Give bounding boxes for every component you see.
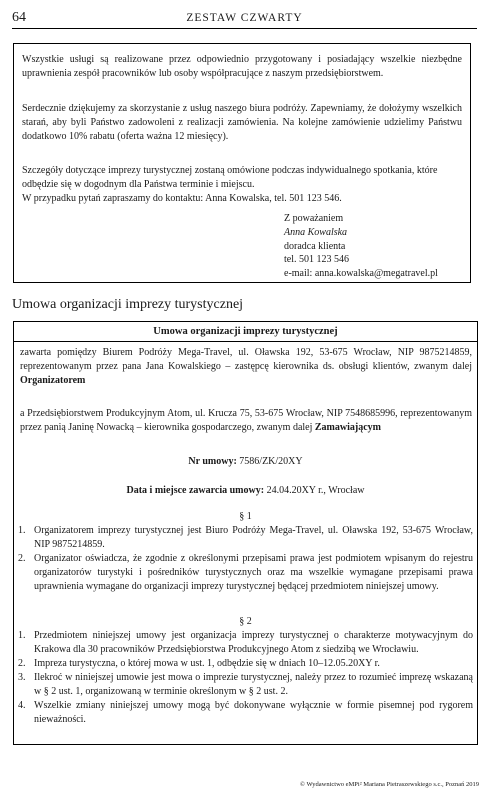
letter-paragraph-3b: W przypadku pytań zapraszamy do kontaktu: Anna Kowalska, tel. 501 123 546. xyxy=(22,193,342,204)
signature-name: Anna Kowalska xyxy=(284,226,348,238)
section-2-heading: § 2 xyxy=(239,616,252,627)
signature-greeting: Z poważaniem xyxy=(284,213,344,224)
page-header xyxy=(12,8,477,29)
list-item: 2. Organizator oświadcza, że zgodnie z określonymi przepisami prawa jest podmiotem wpisanym do rejestru organizatorów turystyki i pośredników turystycznych oraz ma wszelkie wymagane przepisami prawa uprawnienia wymagane do organizacji imprezy turystycznej będącej przedmiotem niniejszej umowy. xyxy=(18,553,473,592)
section-1-heading: § 1 xyxy=(239,511,252,522)
letter-paragraph-3a: Szczegóły dotyczące imprezy turystycznej zostaną omówione podczas indywidualnego spotkania, które odbędzie się w dogodnym dla Państwa terminie i miejscu. xyxy=(22,165,438,190)
contract-party-2 xyxy=(20,407,472,435)
contract-number xyxy=(14,455,477,469)
letter-paragraph-3 xyxy=(22,164,462,206)
list-item: 1. Przedmiotem niniejszej umowy jest organizacja imprezy turystycznej o charakterze motywacyjnym do Krakowa dla 30 pracowników Przedsiębiorstwa Produkcyjnego Atom z siedzibą we Wrocławiu. xyxy=(18,630,473,655)
letter-paragraph-2: Serdecznie dziękujemy za skorzystanie z usług naszego biura podróży. Zapewniamy, że dołożymy wszelkich starań, aby byli Państwo zadowoleni z realizacji zamówienia. Na kolejne zamówienie udzielimy Państwu dodatkowo 10% rabatu (oferta ważna 12 miesięcy). xyxy=(22,103,462,142)
signature-role: doradca klienta xyxy=(284,240,346,252)
list-item: 4. Wszelkie zmiany niniejszej umowy mogą być dokonywane wyłącznie w formie pisemnej pod rygorem nieważności. xyxy=(18,700,473,725)
section-title: Umowa organizacji imprezy turystycznej xyxy=(12,297,244,312)
section-1-list xyxy=(18,524,473,594)
party-1-role: Organizatorem xyxy=(20,375,86,386)
contract-number-label: Nr umowy: xyxy=(188,456,237,467)
signature-phone: tel. 501 123 546 xyxy=(284,254,349,266)
contract-box xyxy=(13,321,478,745)
contract-title: Umowa organizacji imprezy turystycznej xyxy=(14,322,477,342)
list-item: 3. Ilekroć w niniejszej umowie jest mowa o imprezie turystycznej, należy przez to rozumieć imprezę wskazaną w § 2 ust. 1, organizowaną w terminie określonym w § 2 ust. 2. xyxy=(18,672,473,697)
list-item: 1. Organizatorem imprezy turystycznej jest Biuro Podróży Mega-Travel, ul. Oławska 192, 53-675 Wrocław, NIP 9875214859. xyxy=(18,525,473,550)
contract-number-value: 7586/ZK/20XY xyxy=(239,456,303,467)
contract-date xyxy=(14,484,477,498)
party-2-text: a Przedsiębiorstwem Produkcyjnym Atom, ul. Krucza 75, 53-675 Wrocław, NIP 7548685996, reprezentowanym przez panią Janinę Nowacką – kierownika gospodarczego, zwanym dalej xyxy=(20,408,472,433)
footer-copyright: © Wydawnictwo eMPi² Mariana Pietraszewskiego s.c., Poznań 2019 xyxy=(300,781,479,788)
running-head: ZESTAW CZWARTY xyxy=(186,12,303,24)
section-2-list xyxy=(18,629,473,727)
letter-paragraph-1: Wszystkie usługi są realizowane przez odpowiednio przygotowany i posiadający wszelkie niezbędne uprawnienia zespół pracowników lub osoby współpracujące z naszym przedsiębiorstwem. xyxy=(22,54,462,79)
party-2-role: Zamawiającym xyxy=(314,422,381,433)
letter-box xyxy=(13,43,471,283)
signature-email: e-mail: anna.kowalska@megatravel.pl xyxy=(284,268,438,280)
list-item: 2. Impreza turystyczna, o której mowa w ust. 1, odbędzie się w dniach 10–12.05.20XY r. xyxy=(18,658,380,669)
contract-date-label: Data i miejsce zawarcia umowy: xyxy=(126,485,265,496)
signature-block xyxy=(284,212,438,281)
contract-date-value: 24.04.20XY r., Wrocław xyxy=(266,485,365,496)
contract-party-1 xyxy=(20,346,472,388)
party-1-text: zawarta pomiędzy Biurem Podróży Mega-Travel, ul. Oławska 192, 53-675 Wrocław, NIP 9875214859, reprezentowanym przez pana Jana Kowalskiego – zastępcę kierownika ds. obsługi klientów, zwanym dalej xyxy=(20,347,472,372)
page-number: 64 xyxy=(12,10,26,25)
